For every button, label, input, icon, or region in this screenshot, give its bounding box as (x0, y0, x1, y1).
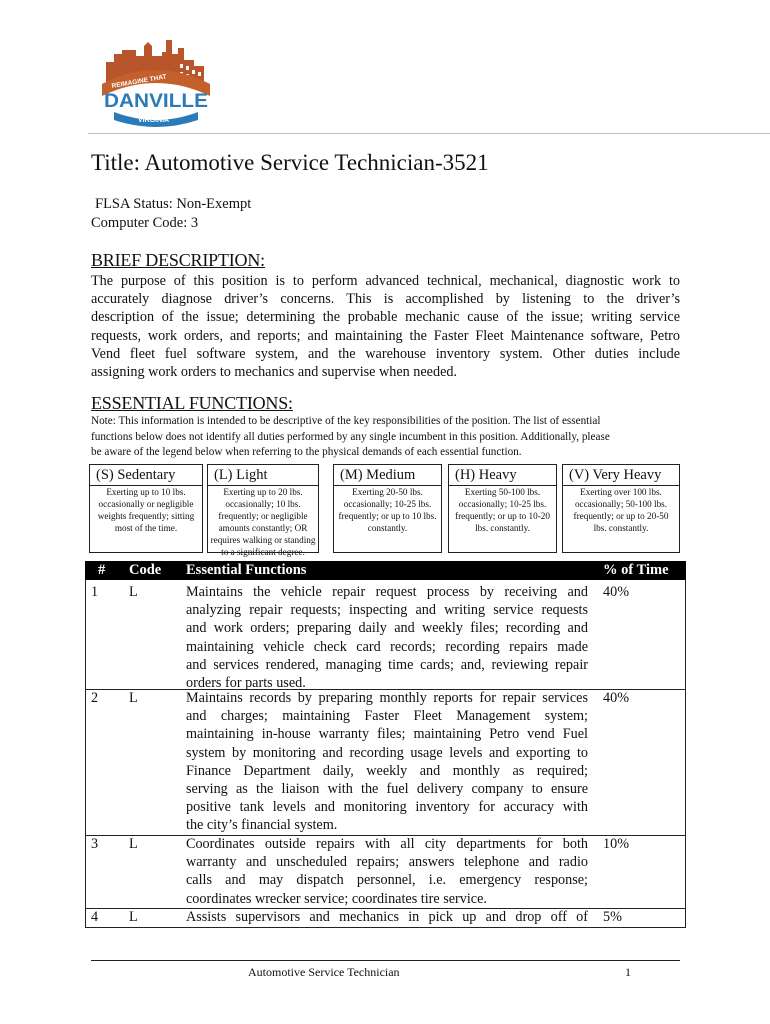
brief-line: description of the issue; determining the probable mechanic cause of the issue; writing service (91, 309, 680, 326)
footer-rule (91, 960, 680, 961)
legend-desc: Exerting over 100 lbs. occasionally; 50-100 lbs. frequently; or up to 20-50 lbs. constantly. (573, 487, 669, 533)
brief-line: accurately diagnose driver’s concerns. This is accomplished by listening to the driver’s (91, 291, 680, 308)
note-line: be aware of the legend below when referring to the physical demands of each essential function. (91, 446, 522, 459)
brief-description-heading: BRIEF DESCRIPTION: (91, 250, 265, 270)
legend-label: (V) Very Heavy (563, 465, 679, 486)
brief-line: The purpose of this position is to perform advanced technical, mechanical, diagnostic work to (91, 273, 680, 289)
row-pct: 5% (603, 909, 622, 925)
table-border (685, 580, 686, 927)
row-num: 3 (91, 836, 99, 852)
legend-desc: Exerting up to 10 lbs. occasionally or negligible weights frequently; sitting most of the time. (97, 487, 195, 533)
row-pct: 40% (603, 584, 630, 600)
page-title: Title: Automotive Service Technician-3521 (91, 150, 489, 175)
essential-functions-heading: ESSENTIAL FUNCTIONS: (91, 393, 293, 413)
row-pct: 40% (603, 690, 630, 706)
legend-very-heavy (562, 464, 680, 553)
logo-tagline: REIMAGINE THAT (111, 73, 168, 90)
note-line: functions below does not identify all duties performed by any single incumbent in this position. Additionally, please (91, 430, 610, 443)
brief-line: assigning work orders to mechanics and supervise when needed. (91, 363, 458, 380)
legend-medium (333, 464, 442, 553)
row-desc: Maintains the vehicle repair request process by receiving and analyzing repair requests; inspecting and writing service requests and work orders; preparing daily and weekly files; recording and maintaining vehicle check card records; recording repairs made and services rendered, managing time cards; and, reviewing repair orders for parts used. (186, 584, 588, 691)
row-code: L (129, 584, 138, 600)
legend-sedentary (89, 464, 203, 553)
row-num: 2 (91, 690, 99, 706)
legend-light (207, 464, 319, 557)
brief-line: requests, work orders, and reports; and maintaining the Faster Fleet Maintenance software, Petro (91, 327, 680, 344)
row-desc: Assists supervisors and mechanics in pick up and drop off of (186, 909, 588, 925)
header-num: # (98, 562, 106, 578)
brief-line: Vend fleet fuel software system, and the warehouse inventory system. Other duties include (91, 345, 680, 362)
table-header (85, 561, 686, 580)
flsa-status: FLSA Status: Non-Exempt (95, 196, 252, 212)
row-code: L (129, 836, 138, 852)
row-num: 1 (91, 584, 99, 600)
header-rule (88, 133, 770, 134)
footer-title: Automotive Service Technician (248, 965, 400, 979)
physical-demand-legend (89, 464, 680, 557)
header-desc: Essential Functions (186, 562, 307, 578)
row-desc: Maintains records by preparing monthly reports for repair services and charges; maintaining Faster Fleet Management system; maintaining in-house warranty files; maintaining Petro vend Fuel system by monitoring and recording usage levels and exporting to Finance Department daily, weekly and monthly as required; serving as the liaison with the fuel delivery company to ensure positive tank levels and monitoring inventory for accuracy with the city’s financial system. (186, 690, 588, 834)
legend-label: (L) Light (208, 465, 318, 486)
note-line: Note: This information is intended to be descriptive of the key responsibilities of the position. The list of essential (91, 415, 601, 427)
header-code: Code (129, 562, 162, 578)
header-pct: % of Time (603, 562, 669, 578)
legend-label: (S) Sedentary (90, 465, 202, 486)
legend-heavy (448, 464, 557, 553)
row-desc: Coordinates outside repairs with all city departments for both warranty and unscheduled repairs; answers telephone and radio calls and may dispatch personnel, i.e. emergency response; coordinates wrecker service; coordinates tire service. (186, 836, 588, 907)
danville-logo (100, 36, 212, 128)
table-border (85, 580, 86, 927)
row-code: L (129, 909, 138, 925)
page-number: 1 (625, 965, 631, 979)
row-num: 4 (91, 909, 99, 925)
logo-city: DANVILLE (104, 91, 208, 112)
essential-note (91, 414, 681, 461)
essential-functions-table (85, 561, 686, 928)
legend-desc: Exerting 20-50 lbs. occasionally; 10-25 lbs. frequently; or up to 10 lbs. constantly. (338, 487, 437, 533)
row-code: L (129, 690, 138, 706)
logo-state: VIRGINIA (138, 117, 170, 124)
table-border (85, 927, 686, 928)
legend-desc: Exerting 50-100 lbs. occasionally; 10-25 lbs. frequently; or up to 10-20 lbs. constantly. (455, 487, 550, 533)
legend-label: (H) Heavy (449, 465, 556, 486)
legend-desc: Exerting up to 20 lbs. occasionally; 10 lbs. frequently; or negligible amounts constantly; OR requires walking or standing to a significant degree. (210, 487, 316, 557)
legend-label: (M) Medium (334, 465, 441, 486)
row-pct: 10% (603, 836, 630, 852)
computer-code: Computer Code: 3 (91, 215, 199, 231)
brief-description-text (91, 272, 680, 381)
